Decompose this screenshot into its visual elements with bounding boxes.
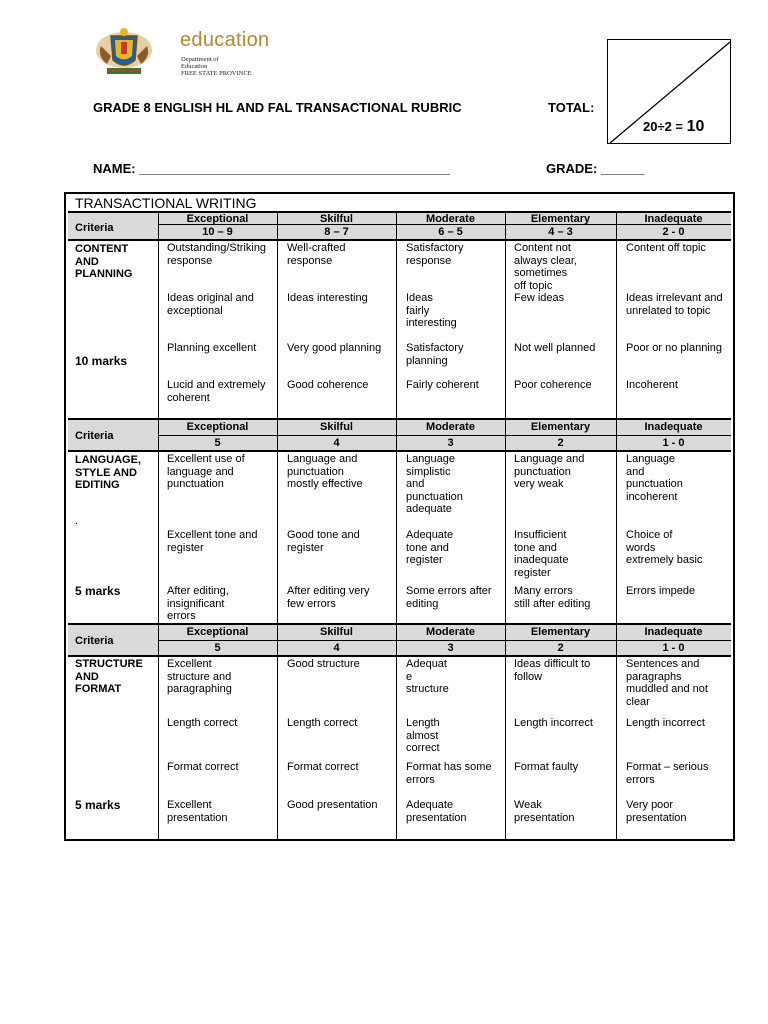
descriptor-cell: Few ideas [514,292,565,304]
total-value [643,118,704,136]
descriptor-cell: Satisfactory response [406,242,464,267]
level-header: Skilful [319,213,353,225]
descriptor-cell: Excellent presentation [167,799,228,824]
level-header: Skilful [319,421,353,433]
descriptor-cell: Format correct [287,761,359,773]
descriptor-cell: Language and punctuation incoherent [626,453,683,503]
logo-subline: Education [181,63,208,70]
total-expression: 20÷2 = [643,119,684,134]
column-divider [396,624,397,839]
descriptor-cell: Errors impede [626,585,696,597]
descriptor-cell: Adequate presentation [406,799,467,824]
column-divider [616,212,617,419]
band-bottom-rule [68,239,731,241]
descriptor-cell: Sentences and paragraphs muddled and not clear [626,658,708,708]
column-divider [277,212,278,419]
criteria-label: Criteria [75,635,114,647]
level-header: Exceptional [186,626,249,638]
grade-field: GRADE: ______ [546,161,645,176]
level-header: Elementary [530,213,591,225]
level-score: 5 [214,437,221,449]
band-top-rule [68,418,731,420]
descriptor-cell: Ideas fairly interesting [406,292,457,329]
descriptor-cell: After editing very few errors [287,585,370,610]
descriptor-cell: Length correct [287,717,358,729]
descriptor-cell: Ideas irrelevant and unrelated to topic [626,292,723,317]
name-field: NAME: ___________________________________________ [93,161,451,176]
descriptor-cell: Good coherence [287,379,369,391]
column-divider [158,419,159,624]
coat-of-arms-icon [93,26,155,78]
descriptor-cell: Ideas interesting [287,292,368,304]
descriptor-cell: Length almost correct [406,717,440,754]
descriptor-cell: Many errors still after editing [514,585,591,610]
band-bottom-rule [68,655,731,657]
column-divider [505,212,506,419]
descriptor-cell: Well-crafted response [287,242,346,267]
total-number: 10 [686,118,705,135]
level-header: Inadequate [644,213,703,225]
education-logo [93,26,293,78]
descriptor-cell: Ideas original and exceptional [167,292,254,317]
criterion-name: CONTENT AND PLANNING [75,243,133,280]
descriptor-cell: Weak presentation [514,799,575,824]
descriptor-cell: Language simplistic and punctuation adequate [406,453,463,515]
level-score: 6 – 5 [438,226,463,238]
column-divider [158,624,159,839]
descriptor-cell: After editing, insignificant errors [167,585,229,622]
descriptor-cell: Length correct [167,717,238,729]
level-score: 8 – 7 [324,226,349,238]
level-header: Elementary [530,421,591,433]
criterion-name: LANGUAGE, STYLE AND EDITING [75,454,141,491]
descriptor-cell: Format – serious errors [626,761,709,786]
level-header: Moderate [426,626,475,638]
level-header: Exceptional [186,421,249,433]
criterion-marks: 10 marks [75,354,128,368]
criterion-marks: 5 marks [75,798,121,812]
descriptor-cell: Satisfactory planning [406,342,464,367]
descriptor-cell: Length incorrect [626,717,705,729]
level-score: 2 - 0 [662,226,685,238]
column-divider [505,624,506,839]
column-divider [396,419,397,624]
document-title: GRADE 8 ENGLISH HL AND FAL TRANSACTIONAL RUBRIC [93,100,462,115]
descriptor-cell: Good tone and register [287,529,360,554]
descriptor-cell: Good presentation [287,799,378,811]
descriptor-cell: Length incorrect [514,717,593,729]
criterion-name: STRUCTURE AND FORMAT [75,658,143,695]
descriptor-cell: Poor or no planning [626,342,723,354]
level-score: 2 [557,642,564,654]
score-divider [158,640,731,641]
level-score: 3 [447,642,454,654]
score-divider [158,435,731,436]
level-header: Skilful [319,626,353,638]
column-divider [277,624,278,839]
level-score: 5 [214,642,221,654]
descriptor-cell: Excellent use of language and punctuation [167,453,245,490]
level-header: Inadequate [644,626,703,638]
column-divider [616,419,617,624]
level-score: 4 – 3 [548,226,573,238]
descriptor-cell: Very poor presentation [626,799,687,824]
rubric-title: TRANSACTIONAL WRITING [75,195,257,211]
criterion-dot: . [75,515,79,527]
total-label: TOTAL: [548,100,595,115]
level-score: 1 - 0 [662,642,685,654]
descriptor-cell: Content not always clear, sometimes off topic [514,242,577,292]
descriptor-cell: Content off topic [626,242,706,254]
band-bottom-rule [68,450,731,452]
descriptor-cell: Choice of words extremely basic [626,529,703,566]
level-header: Inadequate [644,421,703,433]
rubric-table [64,192,735,841]
descriptor-cell: Fairly coherent [406,379,479,391]
descriptor-cell: Incoherent [626,379,678,391]
descriptor-cell: Very good planning [287,342,382,354]
level-score: 1 - 0 [662,437,685,449]
level-header: Exceptional [186,213,249,225]
descriptor-cell: Adequate tone and register [406,529,454,566]
level-header: Elementary [530,626,591,638]
column-divider [505,419,506,624]
level-score: 10 – 9 [202,226,233,238]
logo-subline: FREE STATE PROVINCE [181,70,252,77]
level-score: 4 [333,642,340,654]
level-header: Moderate [426,421,475,433]
level-score: 4 [333,437,340,449]
descriptor-cell: Some errors after editing [406,585,492,610]
descriptor-cell: Planning excellent [167,342,257,354]
level-score: 3 [447,437,454,449]
logo-wordmark: education [180,29,270,51]
level-score: 2 [557,437,564,449]
column-divider [158,212,159,419]
level-header: Moderate [426,213,475,225]
descriptor-cell: Not well planned [514,342,596,354]
column-divider [616,624,617,839]
descriptor-cell: Adequat e structure [406,658,449,695]
descriptor-cell: Poor coherence [514,379,592,391]
descriptor-cell: Insufficient tone and inadequate register [514,529,569,579]
criterion-marks: 5 marks [75,584,121,598]
band-top-rule [68,623,731,625]
descriptor-cell: Outstanding/Striking response [167,242,267,267]
descriptor-cell: Ideas difficult to follow [514,658,591,683]
logo-subline: Department of [181,56,219,63]
criteria-label: Criteria [75,222,114,234]
column-divider [277,419,278,624]
descriptor-cell: Excellent tone and register [167,529,258,554]
descriptor-cell: Good structure [287,658,360,670]
descriptor-cell: Format faulty [514,761,579,773]
descriptor-cell: Lucid and extremely coherent [167,379,266,404]
descriptor-cell: Excellent structure and paragraphing [167,658,232,695]
column-divider [396,212,397,419]
descriptor-cell: Format has some errors [406,761,492,786]
descriptor-cell: Format correct [167,761,239,773]
descriptor-cell: Language and punctuation mostly effective [287,453,363,490]
descriptor-cell: Language and punctuation very weak [514,453,585,490]
criteria-label: Criteria [75,430,114,442]
